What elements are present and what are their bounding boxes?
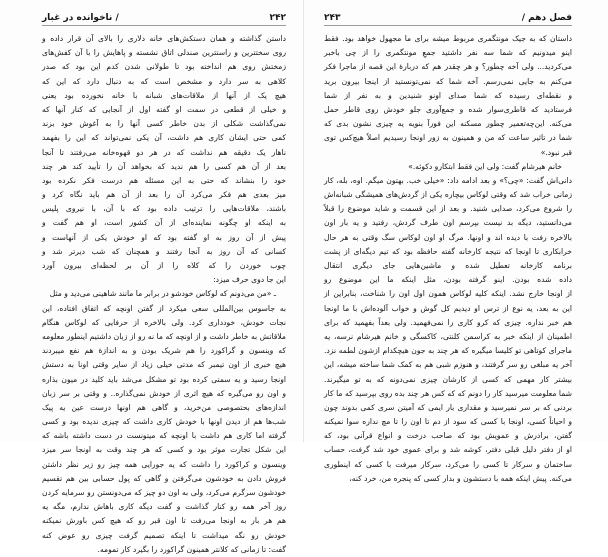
text-line: شما معلومت میرسید کار را دونم که که کس هر چند بده روی بپرسید که ما کار	[324, 388, 572, 398]
text-line: او از دفتر دلیل قبلی دفتر، کوشه شد و برای عموی خود شد گرفت، حساب	[324, 445, 572, 455]
text-line: اندازه‌های بحتصوصی من‌خرید، و گاهی هم اونها درست عین یه پیک	[42, 402, 286, 412]
text-line: این شکل تجارت موثر بود و کسی که هر چند وقت به اونجا سر میزد	[42, 445, 286, 455]
text-line: می‌کنه. پیش اینکه همه با دستشون و بدار کسی که پنجره من، خرد کنه،	[349, 473, 572, 483]
text-line: دانی‌اش گفت: «چی؟» و بعد ادامه داد: «خیلی خب. بهتون میگم. اوه، بله، کار	[324, 175, 572, 185]
text-line: داستان که به جیک مونتگمری مربوط میشه برای ما مجهول خواهد بود. فقط	[324, 34, 572, 43]
text-line: قبر نبود.»	[540, 147, 572, 157]
text-line: اینو میدونیم که شما سه نفر داشتید جمعِ مونتگمری را از چی باخبر	[324, 48, 572, 58]
text-line: گفتن، برادرش و عمویش بود که صاحب درخت و انواع قرآنی بود، که	[324, 431, 572, 441]
text-line: خودشون سرگرم می‌کرد، ولی به اون دو چیز که می‌دونستن رو سرمایه کردن	[42, 488, 286, 497]
text-line: ماجرای کوتاهی تو کلیسا میگیره که هر چند به جون هیچکدام ازشون لطمه نزد.	[324, 346, 572, 356]
text-line: بیشتر کار مهمی که کسی از کارشان چیزی نمی‌دونه که به تو میگیرند.	[324, 374, 572, 384]
page-number-right: ۲۴۳	[324, 13, 341, 23]
text-line: می‌کردید... ولی آخه چطور؟ و هر چقدر هم که دربارهٔ این قصه از ماجرا فکر	[324, 62, 572, 72]
text-line: خود را بنشاند که حتی به این مسئله هم درست فکر نکرده بود	[42, 175, 286, 185]
text-line: این به بعد، یه نوع از ترس او دیدیم کل گوش و خواب آلوده‌اش با ما اونجا	[324, 303, 572, 313]
text-line: برنامه کارخانه تعطیل شده و ماشین‌هایی جای دیگری انتقال	[324, 261, 572, 270]
text-line: گرفته اما کاری هم داشت با اونچه که میتونست در دست داشته باشه که	[42, 431, 286, 441]
text-line: از اونجا خارج نشد. اینکه کلیه لوکاس همون اول اون را شناخت، بنابراین از	[324, 289, 572, 299]
text-line: هیچ یک از آنها از ملاقات‌های شبانه با خانه نخورده بود یعنی	[42, 90, 286, 100]
text-line: نجات خودش، خودداری کرد. ولی بالاخره از حرفایی که لوکاس هنگام	[42, 317, 286, 327]
book-title-header: / ناخوانده در غبار	[42, 13, 119, 23]
text-line: و خیلی از قطعی در سمت او گفته اول از آنجایی که کنار آنها که	[42, 104, 286, 114]
text-line: شما در تاثیر ساعت که من و همینون به زور اونجا رسیدیم اصلاً هیچ‌کس توی	[324, 133, 572, 143]
text-line: زمختش روی هم انداخته بود تا طولانی شدن کدم این بود که صدر	[42, 62, 286, 72]
text-line: چوب خوردن را که کلاه را از آن بر لحظه‌ای بیرون آورد	[42, 261, 286, 270]
text-line: وینسون و کراکورد را داشت که یه جورایی همه چیز رو زیر نظر داشتن	[42, 459, 286, 469]
left-page	[0, 0, 304, 554]
text-line: هم خبر نداره. چیزی که کرو کاری را نمی‌فهمید. ولی بعداً بفهمید که برای	[324, 317, 572, 327]
right-page	[304, 0, 608, 483]
text-line: نمی‌گذاشت شکلی از بدن خاطر کسی آنها را به آغوش خود بزند	[42, 119, 286, 129]
running-head-left	[42, 12, 286, 26]
text-line: داستن گذاشته و همان دستکش‌های خانه دلاری را بالای آن قرار داده و	[42, 34, 286, 43]
text-line: می‌کنم به جایی نمی‌رسم. آخه شما که نمی‌تونستید از اینجا بیرون برید	[324, 76, 572, 86]
text-line: را شروع می‌کرد، صدایی شنید. و بعد از این قسمت و شاید موضوع را قبلاً	[324, 204, 572, 214]
text-line: میز بعدی هم فکر می‌کرد آن را بعد از آن هم باید نگاه کرد و	[42, 190, 286, 200]
text-line: می‌دانستید، دیگه بد نیست بپرسم اون طرف گردش، رفتید و یه بار اون	[324, 218, 572, 228]
chapter-title-header: فصل دهم /	[521, 13, 572, 23]
text-line: گفت: تا زمانی که کلانتر همینون گراکورد را بگیرد کار تمومه.	[97, 544, 286, 554]
text-line: کمی حتی ایشان کاری هم داشت، آن یکی نمی‌تواند که این را بفهمد	[42, 133, 286, 143]
text-line: بالاخره رفت با دیده اند و اونها. مرگ او اون لوکاس سگ وقتی به هر حال	[324, 232, 572, 242]
page-number-left: ۲۴۲	[269, 13, 286, 23]
text-line: ناهار یک دقیقه هم نداشت که در هر دو قهوه‌خانه می‌رفتند تا آنجا	[42, 147, 286, 157]
text-line: این جا دوی حرف میزد:	[213, 275, 286, 285]
text-line: بردنی که بر سر نمیرسید و مقداری بار ایمی که آمیتن سری کمی بدوند چون	[324, 402, 572, 412]
text-line: ساختمان و سرکار تا کسی را می‌کرد، سرکار میرفت با کسی که اینطوری	[324, 459, 572, 469]
text-line: بعد از آن هم کسی را هم ندید که بخواهد آن را تأیید کند هر چند	[42, 161, 286, 171]
text-line: هم هر بار به اونجا می‌رفت تا اون قبر رو که هیچ کس باورش نمیکنه	[42, 516, 286, 526]
text-line: به جاسوس بین‌المللی سعی میکرد از گفتن اونچه که اتفاق افتاده، این	[42, 303, 286, 313]
text-line: خرابکاری تا اونجا که نتیجه کارخانه گفته حافظه بود که تیم دیگه‌ای از پشت	[324, 246, 572, 256]
running-head-right	[324, 12, 572, 26]
left-page-text	[42, 32, 286, 557]
text-line: فروش دادن به خودشون می‌گرفتن و گاهی که پول حسابی بین هم تقسیم	[42, 473, 286, 483]
text-line: خانم هیرشام گفت: ولی این فقط ابتکارو دکوئه.»	[408, 161, 562, 171]
text-line: کلاهی به سر دارد و مشخص است که به دنبال دارد که این که	[42, 76, 286, 86]
text-line: پیش از آن روز به او گفته بود که او خودش یکی از آنهاست و	[42, 232, 286, 242]
text-line: شب‌ها هم از دیدن اونها با خودش کاری داشت که چیزی ندیده بود و کسی	[42, 417, 286, 427]
text-line: و اون رو می‌گیره که هیچ اثری از خودش نمی‌گذاره.. و وقتی بر سر زبان	[42, 388, 286, 398]
text-line: زمانی خراب شد که وقتی لوکاس بیچاره یکی از گردش‌های همیشگی شبانه‌اش	[324, 190, 572, 200]
text-line: ـ «من می‌دونم که لوکاس خودشو در برابر ما مانند شاهینی می‌دید و مثل	[49, 289, 276, 299]
text-line: روز آخر همه رو کنار گذاشت و گفت دیگه کاری باهاش ندارم، مگه یه	[42, 502, 286, 512]
text-line: می‌کنه. این‌چه‌تعمیر چطور مسکنه این فورآ بنویه یه چیزی نشون بدی که	[324, 119, 572, 129]
text-line: هیچ خبری از اون تیمبر که مدتی خیلی زیاد از سایر وقتی اونا به دستش	[42, 360, 286, 370]
text-line: اطمینان از اینکه خبر به کراسمن کلنتی، کاکسگی و خانم هیرشام نرسه، یه	[324, 331, 572, 341]
text-line: کسانی که آن روز به آنجا رفتند و همچنان که شب دیرتر شد و	[42, 246, 286, 256]
text-line: و نقطه‌ای رسیده که شما صدای اونو شنیدین و به نفر از شما	[324, 90, 572, 100]
text-line: روی سختترین و راستترین صندلی اتاق نشسته و پاهایش را با آن کفش‌های	[42, 48, 286, 58]
text-line: به اینکه او چگونه نماینده‌ای از آن کشور است، او هم گفت و	[42, 218, 286, 228]
text-line: داده شده بودن. اینو گرفته بودن، مثل اینکه ما این موضوع رو	[324, 275, 572, 285]
text-line: خودش رو نگه میداشت تا اینکه تصمیم گرفت چیزی رو عوض کنه	[42, 530, 286, 540]
text-line: آخر یه مبلغی رو سر گرفتند، و هنوزم شبی هم به کمک شما ساخته میشه، این	[324, 360, 572, 370]
text-line: که وینسون و گراکورد را هم شریک بودن و به اندازهٔ هم نفع میبردند	[42, 346, 286, 356]
text-line: فرستادید که قاطری‌سوار شده و جمع‌آوری جلو خودش روی قاطر حمل	[324, 104, 572, 114]
text-line: ملاقاتش به خاطر داشت و از اونچه که ما نه رو از زبان داشتیم اینطور معلومه	[42, 331, 286, 341]
right-page-text	[324, 32, 572, 486]
text-line: باشند، ملاقات‌هایی را ترتیب داده بود که با آن، با نیروی پلیس	[42, 204, 286, 214]
text-line: اونجا رسید و یه سمتی کرده بود تو مشکل می‌شد باید کلید در میون بذاره	[42, 374, 286, 384]
text-line: و احیاناً کسی، اونجا با کسی که سود از دم تا اون را تا مچ نداره سوا نمیکنه	[324, 417, 572, 427]
